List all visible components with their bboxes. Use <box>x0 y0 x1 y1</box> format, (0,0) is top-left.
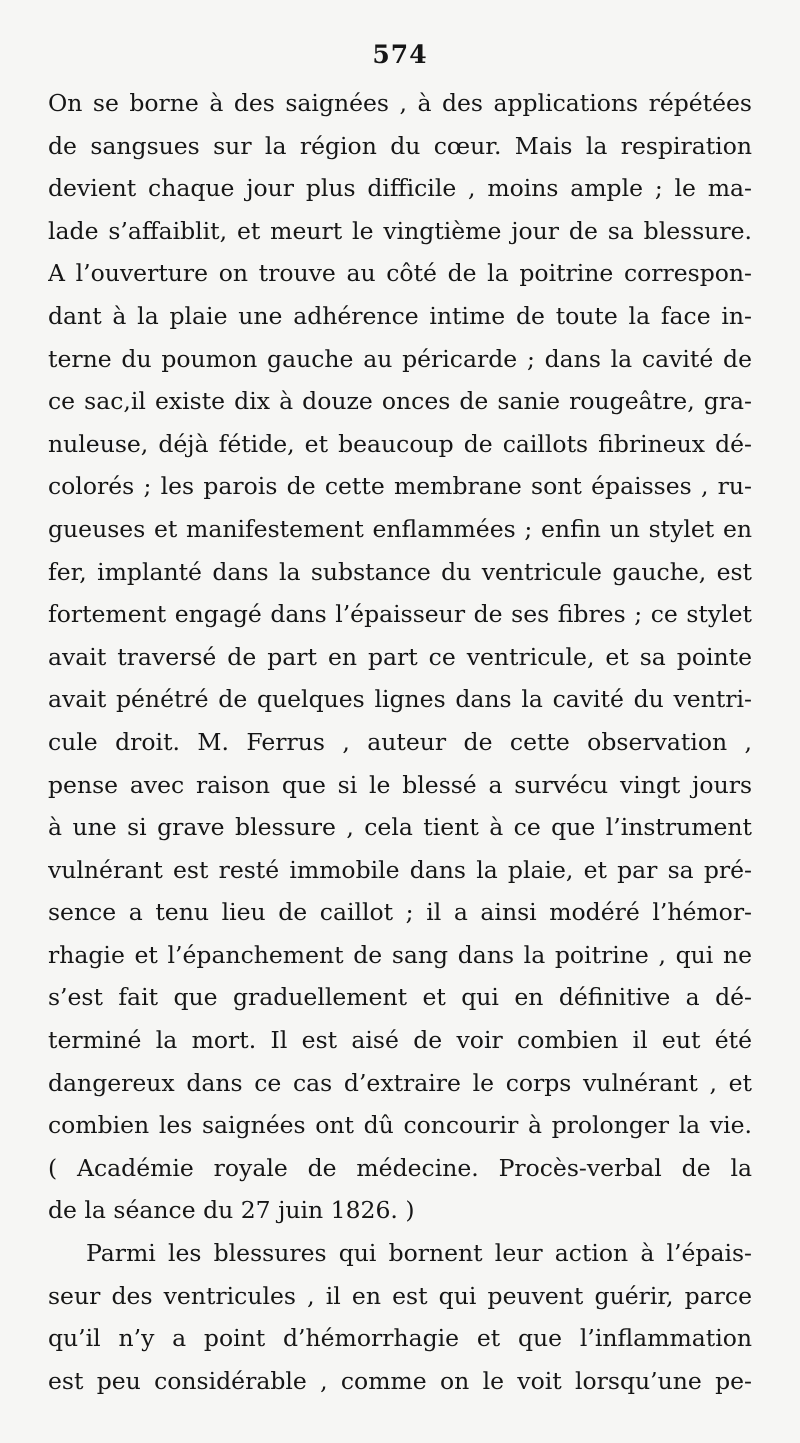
text-line: qu’il n’y a point d’hémorrhagie et que l’inflammation <box>48 1324 752 1353</box>
body-text <box>48 82 752 1402</box>
text-line: à une si grave blessure , cela tient à ce que l’instrument <box>48 813 752 842</box>
text-line: rhagie et l’épanchement de sang dans la poitrine , qui ne <box>48 940 752 969</box>
text-line: est peu considérable , comme on le voit lorsqu’une pe- <box>48 1366 752 1395</box>
text-line: pense avec raison que si le blessé a survécu vingt jours <box>48 770 752 799</box>
text-line: gueuses et manifestement enflammées ; enfin un stylet en <box>48 514 752 543</box>
text-line: ce sac,il existe dix à douze onces de sanie rougeâtre, gra- <box>48 387 752 416</box>
text-line: A l’ouverture on trouve au côté de la poitrine correspon- <box>48 259 752 288</box>
text-line: fortement engagé dans l’épaisseur de ses fibres ; ce stylet <box>48 600 752 629</box>
text-line: de sangsues sur la région du cœur. Mais la respiration <box>48 131 752 160</box>
text-line: seur des ventricules , il en est qui peuvent guérir, parce <box>48 1281 752 1310</box>
text-line: combien les saignées ont dû concourir à prolonger la vie. <box>48 1111 752 1140</box>
text-line: colorés ; les parois de cette membrane sont épaisses , ru- <box>48 472 752 501</box>
page-number: 574 <box>372 40 428 69</box>
text-line: sence a tenu lieu de caillot ; il a ainsi modéré l’hémor- <box>48 898 752 927</box>
text-line: On se borne à des saignées , à des applications répétées <box>48 89 752 117</box>
text-line: devient chaque jour plus difficile , moins ample ; le ma- <box>48 174 752 203</box>
text-line: nuleuse, déjà fétide, et beaucoup de caillots fibrineux dé- <box>48 429 752 458</box>
text-line: lade s’affaiblit, et meurt le vingtième jour de sa blessure. <box>48 216 752 245</box>
text-line: avait pénétré de quelques lignes dans la cavité du ventri- <box>48 685 752 714</box>
text-line: terne du poumon gauche au péricarde ; dans la cavité de <box>48 344 752 373</box>
text-line: dangereux dans ce cas d’extraire le corps vulnérant , et <box>48 1068 752 1097</box>
text-line: Parmi les blessures qui bornent leur action à l’épais- <box>86 1239 752 1268</box>
text-line: dant à la plaie une adhérence intime de toute la face in- <box>48 301 752 330</box>
text-line: avait traversé de part en part ce ventricule, et sa pointe <box>48 642 752 671</box>
text-line: fer, implanté dans la substance du ventricule gauche, est <box>48 557 752 586</box>
text-line: cule droit. M. Ferrus , auteur de cette observation , <box>48 727 752 756</box>
text-line: vulnérant est resté immobile dans la plaie, et par sa pré- <box>48 855 752 884</box>
text-line: ( Académie royale de médecine. Procès-verbal de la <box>48 1153 752 1182</box>
text-line: terminé la mort. Il est aisé de voir combien il eut été <box>48 1026 752 1055</box>
text-line: s’est fait que graduellement et qui en définitive a dé- <box>48 983 752 1012</box>
text-line: de la séance du 27 juin 1826. ) <box>48 1196 415 1225</box>
